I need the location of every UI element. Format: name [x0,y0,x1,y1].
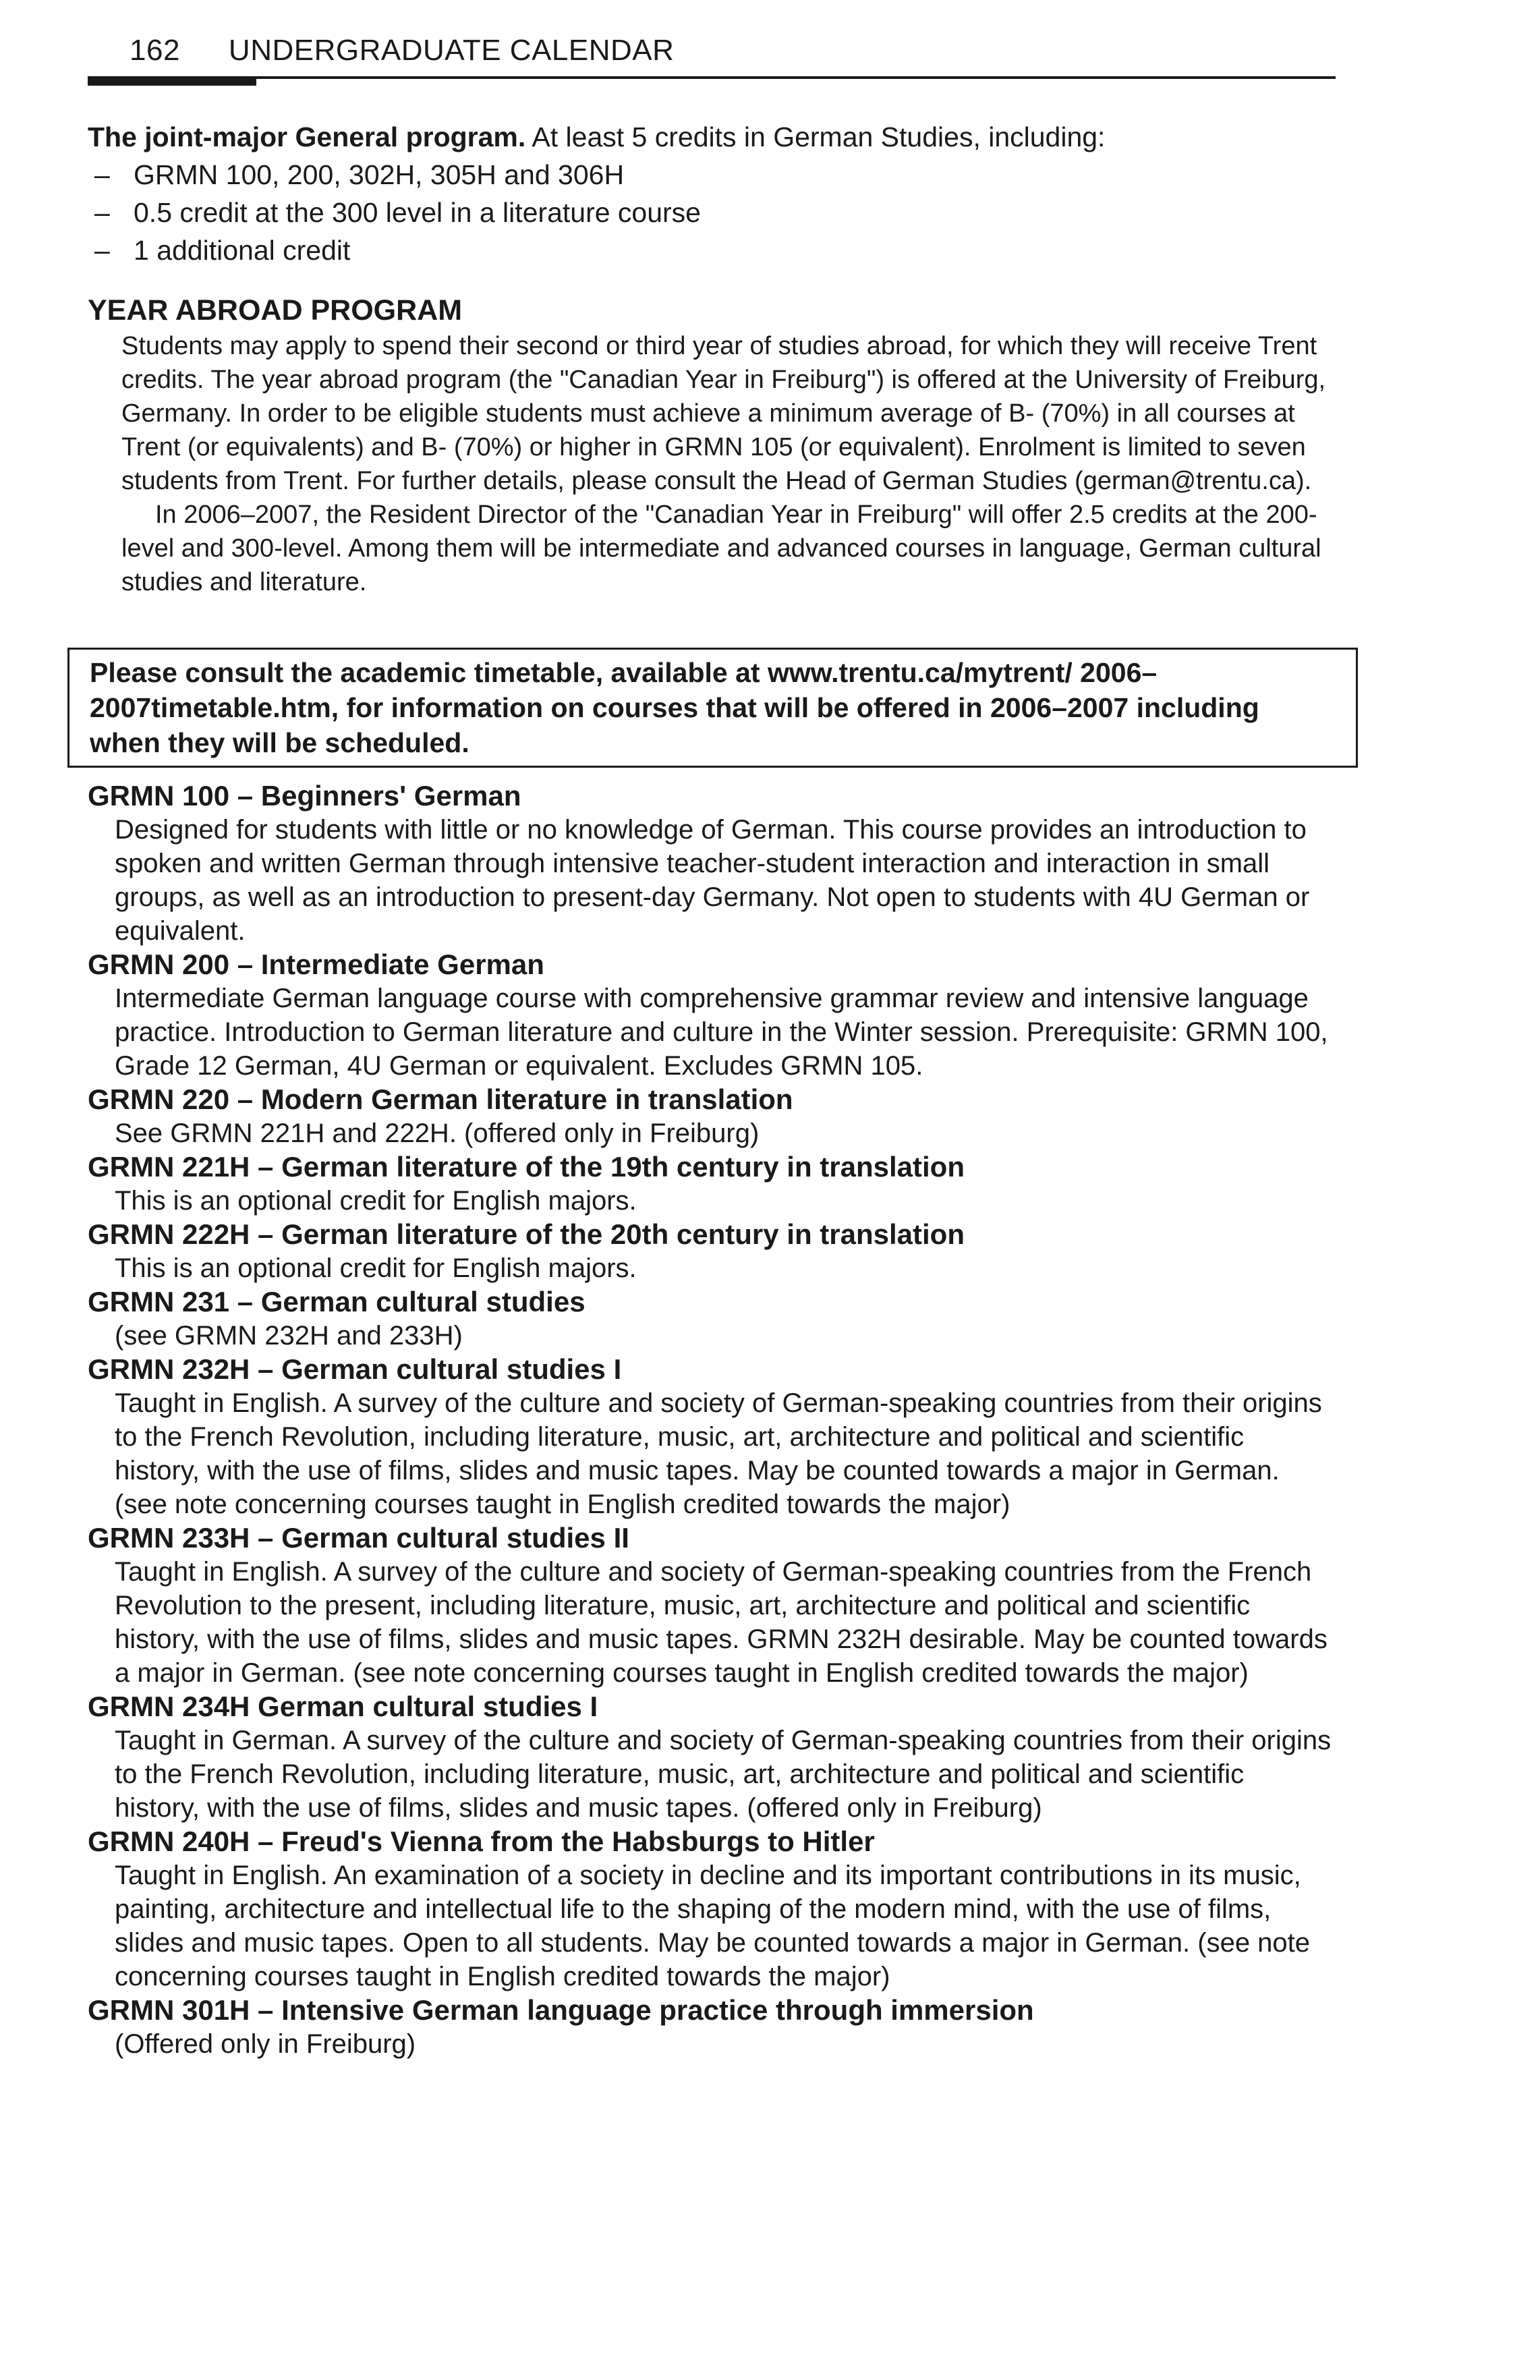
course-description: See GRMN 221H and 222H. (offered only in Freiburg) [115,1118,760,1148]
year-abroad-paragraph: In 2006–2007, the Resident Director of the "Canadian Year in Freiburg" will offer 2.5 credits at the 200-level and 300-level. Among them will be intermediate and advanced courses in language, German cultural studies and literature. [121,501,1321,596]
course-title: GRMN 240H – Freud's Vienna from the Habsburgs to Hitler [88,1825,875,1857]
course-title: GRMN 232H – German cultural studies I [88,1353,622,1385]
list-item: – 1 additional credit [88,231,1336,269]
course-description: Taught in English. A survey of the culture and society of German-speaking countries from their origins to the French Revolution, including literature, music, art, architecture and political and scientific history, with the use of films, slides and music tapes. May be counted towards a major in German. (see note concerning courses taught in English credited towards the major) [115,1388,1322,1519]
year-abroad-heading: YEAR ABROAD PROGRAM [88,294,463,327]
course-title: GRMN 301H – Intensive German language practice through immersion [88,1994,1034,2026]
course-title: GRMN 200 – Intermediate German [88,948,544,980]
year-abroad-body [121,329,1336,599]
header-rule-accent [88,76,256,86]
course-description: Taught in German. A survey of the culture and society of German-speaking countries from their origins to the French Revolution, including literature, music, art, architecture and political and scientific history, with the use of films, slides and music tapes. (offered only in Freiburg) [115,1726,1332,1823]
running-title: UNDERGRADUATE CALENDAR [228,34,675,67]
year-abroad-section [88,291,1336,599]
course-description: Intermediate German language course with comprehensive grammar review and intensive language practice. Introduction to German literature and culture in the Winter session. Prerequisite: GRMN 100, Grade 12 German, 4U German or equivalent. Excludes GRMN 105. [115,984,1328,1081]
course-entry [88,1825,1336,1993]
course-list [88,779,1336,2061]
course-title: GRMN 221H – German literature of the 19th century in translation [88,1151,965,1183]
course-entry [88,1083,1336,1150]
course-description: This is an optional credit for English majors. [115,1186,637,1216]
timetable-notice-box [67,648,1358,768]
course-entry [88,779,1336,948]
course-title: GRMN 233H – German cultural studies II [88,1522,629,1554]
course-title: GRMN 100 – Beginners' German [88,780,521,812]
running-header [130,34,674,67]
timetable-notice: Please consult the academic timetable, available at www.trentu.ca/mytrent/ 2006–2007timetable.htm, for information on courses that will be offered in 2006–2007 including when they will be scheduled. [90,657,1259,758]
header-rule [88,76,1336,79]
course-entry [88,1521,1336,1690]
course-description: (Offered only in Freiburg) [115,2029,416,2059]
joint-major-intro-line [88,118,1336,156]
course-entry [88,1218,1336,1285]
course-entry [88,948,1336,1083]
joint-major-title: The joint-major General program. [88,121,526,152]
course-entry [88,1690,1336,1825]
course-description: Taught in English. An examination of a society in decline and its important contributions in its music, painting, architecture and intellectual life to the shaping of the modern mind, with the use of films, slides and music tapes. Open to all students. May be counted towards a major in German. (see note concerning courses taught in English credited towards the major) [115,1861,1311,1991]
course-description: (see GRMN 232H and 233H) [115,1321,463,1351]
course-entry [88,1353,1336,1521]
list-item: – GRMN 100, 200, 302H, 305H and 306H [88,156,1336,194]
course-description: Taught in English. A survey of the culture and society of German-speaking countries from the French Revolution to the present, including literature, music, art, architecture and political and scientific history, with the use of films, slides and music tapes. GRMN 232H desirable. May be counted towards a major in German. (see note concerning courses taught in English credited towards the major) [115,1557,1328,1688]
course-entry [88,1150,1336,1218]
course-title: GRMN 222H – German literature of the 20th century in translation [88,1218,965,1250]
joint-major-list [88,156,1336,269]
joint-major-intro: At least 5 credits in German Studies, including: [532,121,1106,152]
page-number: 162 [130,34,180,67]
year-abroad-paragraph: Students may apply to spend their second or third year of studies abroad, for which they will receive Trent credits. The year abroad program (the "Canadian Year in Freiburg") is offered at the University of Freiburg, Germany. In order to be eligible students must achieve a minimum average of B- (70%) in all courses at Trent (or equivalents) and B- (70%) or higher in GRMN 105 (or equivalent). Enrolment is limited to seven students from Trent. For further details, please consult the Head of German Studies (german@trentu.ca). [121,332,1326,495]
joint-major-section [88,118,1336,269]
course-description: Designed for students with little or no knowledge of German. This course provides an introduction to spoken and written German through intensive teacher-student interaction and interaction in small groups, as well as an introduction to present-day Germany. Not open to students with 4U German or equivalent. [115,815,1310,946]
list-item: – 0.5 credit at the 300 level in a literature course [88,194,1336,231]
course-entry [88,1285,1336,1353]
course-title: GRMN 231 – German cultural studies [88,1286,586,1318]
course-title: GRMN 234H German cultural studies I [88,1691,598,1722]
course-entry [88,1993,1336,2061]
course-title: GRMN 220 – Modern German literature in translation [88,1083,793,1115]
course-description: This is an optional credit for English majors. [115,1253,637,1283]
